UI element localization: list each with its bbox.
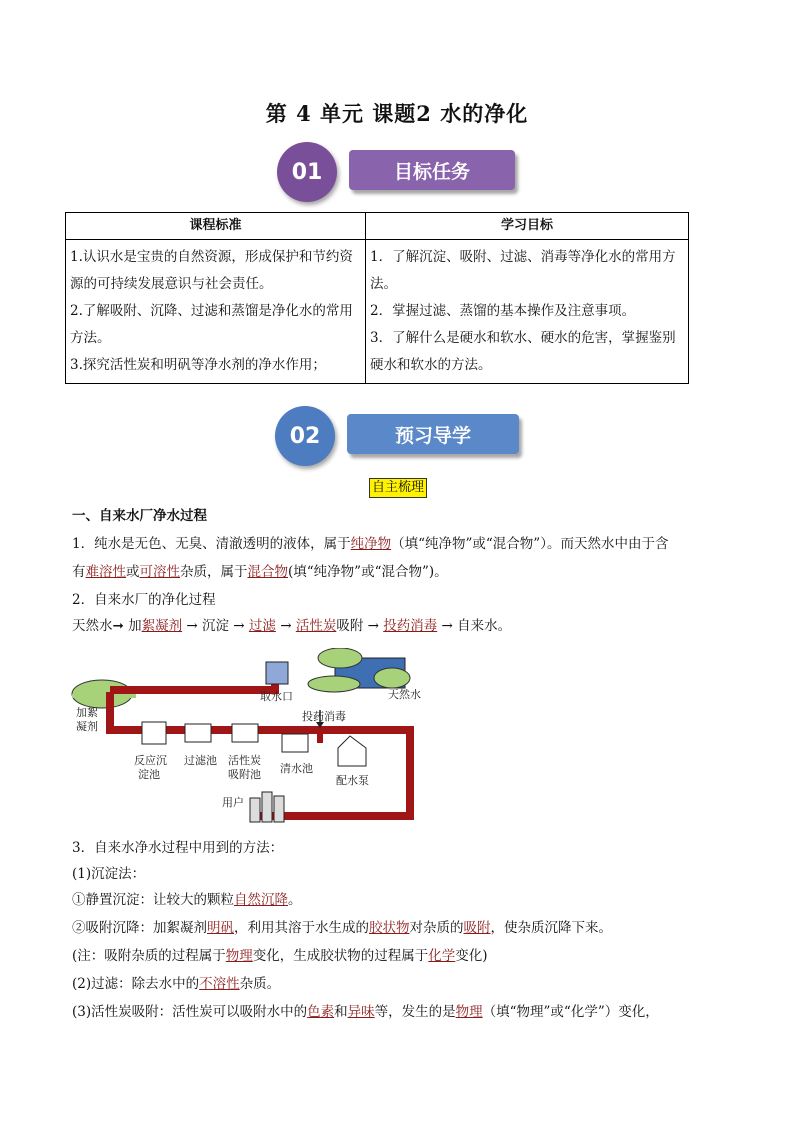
label-sediment-1: 反应沉 [134, 754, 167, 767]
answer-blank: 絮凝剂 [141, 618, 183, 634]
label-pump: 配水泵 [336, 774, 369, 787]
label-filter: 过滤池 [184, 754, 217, 767]
lake-icon [308, 648, 410, 692]
answer-blank: 不溶性 [199, 976, 240, 992]
answer-blank: 物理 [225, 948, 253, 964]
tank-icon [282, 734, 308, 752]
table-header: 学习目标 [366, 213, 689, 240]
label-sediment-2: 淀池 [138, 768, 160, 781]
section-label: 目标任务 [349, 150, 515, 190]
label-disinfect: 投药消毒 [302, 710, 346, 723]
answer-blank: 自然沉降 [234, 892, 288, 908]
method-1b: ②吸附沉降：加絮凝剂明矾，利用其溶于水生成的胶状物对杂质的吸附，使杂质沉降下来。 [72, 920, 612, 936]
process-flow: 天然水➞ 加絮凝剂 → 沉淀 → 过滤 → 活性炭吸附 → 投药消毒 → 自来水。 [72, 618, 512, 634]
pump-icon [338, 736, 366, 766]
label-natural-water: 天然水 [388, 688, 421, 701]
arrow-icon: ➞ [112, 618, 124, 634]
table-cell-standards [66, 240, 366, 384]
list-item: 3．了解什么是硬水和软水、硬水的危害，掌握鉴别硬水和软水的方法。 [370, 330, 676, 373]
method-1: (1)沉淀法： [72, 866, 146, 882]
list-item: 2．掌握过滤、蒸馏的基本操作及注意事项。 [370, 303, 636, 319]
section-badge-preview [275, 414, 525, 458]
tank-icon [232, 724, 258, 742]
list-item: 1.认识水是宝贵的自然资源，形成保护和节约资源的可持续发展意识与社会责任。 [70, 249, 353, 292]
paragraph-3: 3．自来水净水过程中用到的方法： [72, 840, 284, 856]
section-number: 02 [275, 406, 335, 466]
standards-table [65, 212, 689, 384]
heading-1: 一、自来水厂净水过程 [72, 508, 207, 524]
section-label: 预习导学 [347, 414, 519, 454]
label-clear: 清水池 [280, 762, 313, 775]
answer-blank: 物理 [455, 1004, 483, 1020]
table-cell-goals [366, 240, 689, 384]
arrow-icon: → [437, 618, 458, 634]
method-3: (3)活性炭吸附：活性炭可以吸附水中的色素和异味等，发生的是物理（填“物理”或“化学”）变化， [72, 1004, 659, 1020]
arrow-icon: → [363, 618, 384, 634]
answer-blank: 异味 [347, 1004, 375, 1020]
answer-blank: 活性炭 [295, 618, 337, 634]
arrow-icon: → [182, 618, 203, 634]
table-header: 课程标准 [66, 213, 366, 240]
method-2: (2)过滤：除去水中的不溶性杂质。 [72, 976, 281, 992]
answer-blank: 难溶性 [85, 564, 126, 580]
tank-icon [185, 724, 211, 742]
intake-icon [266, 662, 288, 684]
self-study-tag: 自主梳理 [369, 478, 427, 498]
method-1a: ①静置沉淀：让较大的颗粒自然沉降。 [72, 892, 302, 908]
answer-blank: 色素 [307, 1004, 335, 1020]
label-carbon-1: 活性炭 [228, 754, 261, 767]
answer-blank: 明矾 [207, 920, 234, 936]
label-flocculant-1: 加絮 [76, 706, 98, 719]
building-icon [250, 792, 284, 822]
answer-blank: 过滤 [248, 618, 276, 634]
list-item: 3.探究活性炭和明矾等净水剂的净水作用； [70, 357, 326, 373]
answer-blank: 可溶性 [139, 564, 180, 580]
answer-blank: 混合物 [247, 564, 288, 580]
paragraph-2: 2．自来水厂的净化过程 [72, 592, 216, 608]
label-flocculant-2: 凝剂 [76, 720, 98, 733]
label-user: 用户 [222, 796, 244, 809]
paragraph-1-line-2: 有难溶性或可溶性杂质，属于混合物(填“纯净物”或“混合物”)。 [72, 564, 448, 580]
list-item: 2.了解吸附、沉降、过滤和蒸馏是净化水的常用方法。 [70, 303, 353, 346]
paragraph-1-line-1: 1．纯水是无色、无臭、清澈透明的液体，属于纯净物（填“纯净物”或“混合物”）。而天然水中由于含 [72, 536, 669, 552]
answer-blank: 纯净物 [350, 536, 392, 552]
tank-icon [142, 722, 166, 744]
answer-blank: 吸附 [463, 920, 491, 936]
answer-blank: 胶状物 [369, 920, 410, 936]
label-carbon-2: 吸附池 [228, 768, 261, 781]
label-intake: 取水口 [260, 690, 293, 703]
note: (注：吸附杂质的过程属于物理变化，生成胶状物的过程属于化学变化) [72, 948, 488, 964]
list-item: 1．了解沉淀、吸附、过滤、消毒等净化水的常用方法。 [370, 249, 676, 292]
section-badge-goals [277, 150, 517, 194]
answer-blank: 投药消毒 [383, 618, 438, 634]
page-title: 第 4 单元 课题2 水的净化 [265, 101, 529, 126]
arrow-icon: → [229, 618, 249, 634]
section-number: 01 [277, 142, 337, 202]
answer-blank: 化学 [428, 948, 456, 964]
water-plant-diagram [70, 648, 440, 828]
arrow-icon: → [275, 618, 296, 634]
